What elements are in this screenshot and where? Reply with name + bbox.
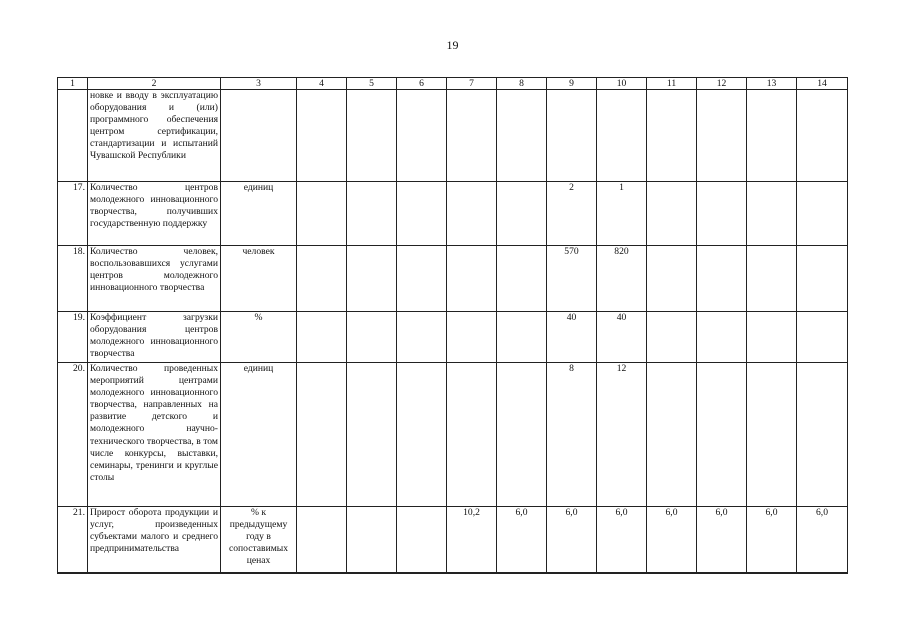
value-cell: 8 [547,363,597,507]
column-header: 5 [347,78,397,90]
indicators-table [57,77,848,574]
value-cell [797,363,848,507]
indicator-name: Количество центров молодежного инновационного творчества, получивших государственную поддержку [88,182,221,246]
value-cell [347,363,397,507]
value-cell [397,312,447,363]
column-header: 3 [221,78,297,90]
indicator-name: Количество человек, воспользовавшихся услугами центров молодежного инновационного творчества [88,246,221,312]
value-cell [297,90,347,182]
value-cell [347,182,397,246]
value-cell [647,90,697,182]
value-cell [747,363,797,507]
column-header: 4 [297,78,347,90]
value-cell [747,312,797,363]
value-cell [697,246,747,312]
column-header: 13 [747,78,797,90]
value-cell [447,182,497,246]
value-cell [797,90,848,182]
table-row [58,312,848,363]
value-cell [447,90,497,182]
value-cell [597,90,647,182]
value-cell [547,90,597,182]
value-cell [697,182,747,246]
value-cell: 1 [597,182,647,246]
value-cell [297,363,347,507]
indicator-name: Коэффициент загрузки оборудования центров молодежного инновационного творчества [88,312,221,363]
value-cell [647,312,697,363]
value-cell: 6,0 [497,507,547,573]
value-cell [397,507,447,573]
value-cell [697,90,747,182]
indicator-name: Количество проведенных мероприятий центрами молодежного инновационного творчества, направленных на развитие детского и молодежного научно-технического творчества, в том числе конкурсы, выставки, семинары, тренинги и круглые столы [88,363,221,507]
page-number: 19 [446,38,459,52]
value-cell: 820 [597,246,647,312]
value-cell [297,507,347,573]
value-cell [297,182,347,246]
row-number: 20. [58,363,88,507]
value-cell [447,363,497,507]
row-number [58,90,88,182]
value-cell [447,246,497,312]
table-row [58,363,848,507]
value-cell [297,246,347,312]
column-header: 6 [397,78,447,90]
value-cell [797,182,848,246]
indicator-name: новке и вводу в эксплуатацию оборудования и (или) программного обеспечения центром сертификации, стандартизации и испытаний Чувашской Республики [88,90,221,182]
unit-cell: % к предыдущему году в сопоставимых ценах [221,507,297,573]
value-cell [497,312,547,363]
column-header: 12 [697,78,747,90]
unit-cell: человек [221,246,297,312]
unit-cell: единиц [221,182,297,246]
table-row [58,246,848,312]
table-row [58,182,848,246]
unit-cell: % [221,312,297,363]
value-cell [347,507,397,573]
table-row [58,90,848,182]
row-number: 21. [58,507,88,573]
column-header: 14 [797,78,848,90]
value-cell [497,90,547,182]
value-cell [497,246,547,312]
value-cell [397,246,447,312]
value-cell: 40 [597,312,647,363]
value-cell [397,182,447,246]
value-cell: 6,0 [747,507,797,573]
value-cell: 40 [547,312,597,363]
value-cell [647,363,697,507]
value-cell: 10,2 [447,507,497,573]
value-cell [297,312,347,363]
row-number: 17. [58,182,88,246]
value-cell: 12 [597,363,647,507]
indicator-name: Прирост оборота продукции и услуг, произведенных субъектами малого и среднего предпринимательства [88,507,221,573]
value-cell: 6,0 [797,507,848,573]
value-cell [397,363,447,507]
value-cell [347,312,397,363]
value-cell: 6,0 [697,507,747,573]
column-header: 1 [58,78,88,90]
value-cell [397,90,447,182]
value-cell [747,90,797,182]
row-number: 19. [58,312,88,363]
column-header: 11 [647,78,697,90]
value-cell [697,363,747,507]
value-cell [347,246,397,312]
value-cell: 6,0 [597,507,647,573]
value-cell [347,90,397,182]
value-cell [747,182,797,246]
row-number: 18. [58,246,88,312]
value-cell [497,363,547,507]
unit-cell: единиц [221,363,297,507]
column-header: 10 [597,78,647,90]
column-header: 7 [447,78,497,90]
value-cell: 570 [547,246,597,312]
table-row [58,507,848,573]
column-header: 2 [88,78,221,90]
value-cell: 6,0 [547,507,597,573]
value-cell [447,312,497,363]
column-number-row [58,78,848,90]
value-cell [497,182,547,246]
value-cell: 2 [547,182,597,246]
value-cell [697,312,747,363]
value-cell [647,182,697,246]
value-cell [797,312,848,363]
unit-cell [221,90,297,182]
value-cell: 6,0 [647,507,697,573]
value-cell [647,246,697,312]
value-cell [797,246,848,312]
column-header: 8 [497,78,547,90]
value-cell [747,246,797,312]
column-header: 9 [547,78,597,90]
